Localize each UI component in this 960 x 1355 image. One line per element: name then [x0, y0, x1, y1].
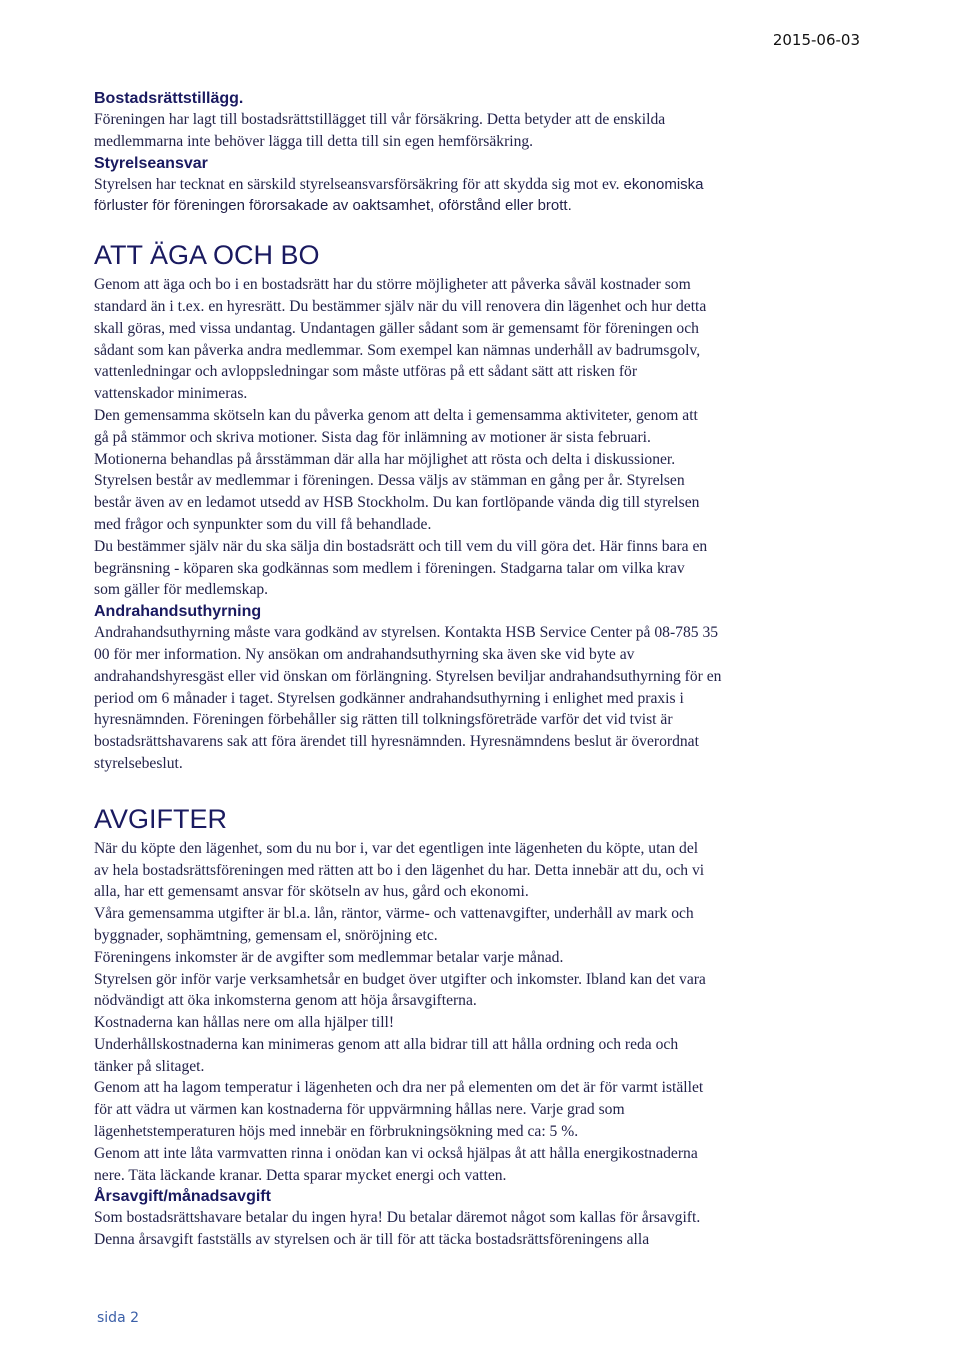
heading-avgifter: AVGIFTER	[94, 803, 228, 834]
paragraph-avgifter-8: Genom att inte låta varmvatten rinna i onödan kan vi också hjälpas åt att hålla energikostnaderna nere. Täta läckande kranar. Detta sparar mycket energi och vatten.	[94, 1144, 698, 1184]
paragraph-att-aga-1: Genom att äga och bo i en bostadsrätt har du större möjligheter att påverka såväl kostnader som standard än i t.ex. en hyresrätt. Du bestämmer själv när du vill renovera din lägenhet och hur detta skall göras, med vissa undantag. Undantagen gäller sådant som är gemensamt för föreningen och sådant som kan påverka andra medlemmar. Som exempel kan nämnas underhåll av badrumsgolv, vattenledningar och avloppsledningar som måste utföras på ett sådant sätt att risken för vattenskador minimeras.	[94, 276, 707, 403]
document-body	[94, 88, 870, 1251]
paragraph-arsavgift: Som bostadsrättshavare betalar du ingen hyra! Du betalar däremot något som kallas för årsavgift. Denna årsavgift fastställs av styrelsen och är till för att täcka bostadsrättsföreningens alla	[94, 1209, 701, 1249]
heading-arsavgift: Årsavgift/månadsavgift	[94, 1188, 271, 1206]
paragraph-avgifter-6: Underhållskostnaderna kan minimeras genom att alla bidrar till att hålla ordning och reda och tänker på slitaget.	[94, 1035, 679, 1075]
paragraph-avgifter-1: När du köpte den lägenhet, som du nu bor i, var det egentligen inte lägenheten du köpte, utan del av hela bostadsrättsföreningen med rätten att bo i den lägenhet du har. Detta innebär att du, och vi alla, har ett gemensamt ansvar för skötseln av hus, gård och ekonomi.	[94, 839, 705, 901]
paragraph-andrahandsuthyrning: Andrahandsuthyrning måste vara godkänd av styrelsen. Kontakta HSB Service Center på 08-785 35 00 för mer information. Ny ansökan om andrahandsuthyrning ska även ske vid byte av andrahandshyresgäst eller vid önskan om förlängning. Styrelsen beviljar andrahandsuthyrning för en period om 6 månader i taget. Styrelsen godkänner andrahandsuthyrning i enlighet med praxis i hyresnämnden. Föreningen förbehåller sig rätten till tolkningsföreträde varför det vid tvist är bostadsrättshavarens sak att föra ärendet till hyresnämnden. Hyresnämndens beslut är överordnat styrelsebeslut.	[94, 624, 722, 772]
page-date: 2015-06-03	[772, 31, 860, 49]
paragraph-att-aga-3: Du bestämmer själv när du ska sälja din bostadsrätt och till vem du vill göra det. Här finns bara en begränsning - köparen ska godkännas som medlem i föreningen. Stadgarna talar om vilka krav som gäller för medlemskap.	[94, 537, 708, 599]
paragraph-avgifter-2: Våra gemensamma utgifter är bl.a. lån, räntor, värme- och vattenavgifter, underhåll av mark och byggnader, sophämtning, gemensam el, snöröjning etc.	[94, 905, 694, 944]
paragraph-styrelseansvar	[94, 174, 870, 218]
styrelseansvar-text-serif: Styrelsen har tecknat en särskild styrelseansvarsförsäkring för att skydda sig mot ev.	[94, 175, 624, 193]
paragraph-bostadsrattstillagg: Föreningen har lagt till bostadsrättstillägget till vår försäkring. Detta betyder att de enskilda medlemmarna inte behöver lägga till detta till sin egen hemförsäkring.	[94, 111, 666, 150]
heading-bostadsrattstillagg: Bostadsrättstillägg.	[94, 90, 244, 107]
paragraph-avgifter-4: Styrelsen gör inför varje verksamhetsår en budget över utgifter och inkomster. Ibland kan det vara nödvändigt att öka inkomsterna genom att höja årsavgifterna.	[94, 970, 706, 1010]
styrelseansvar-text-sans: ekonomiska förluster för föreningen förorsakade av oaktsamhet, oförstånd eller brott.	[94, 175, 704, 215]
heading-andrahandsuthyrning: Andrahandsuthyrning	[94, 603, 262, 621]
heading-att-aga-och-bo: ATT ÄGA OCH BO	[94, 240, 320, 271]
paragraph-avgifter-5: Kostnaderna kan hållas nere om alla hjälper till!	[94, 1014, 395, 1032]
paragraph-avgifter-7: Genom att ha lagom temperatur i lägenheten och dra ner på elementen om det är för varmt istället för att vädra ut värmen kan kostnaderna för uppvärmning hållas nere. Varje grad som lägenhetstemperaturen höjs med innebär en förbrukningsökning med ca: 5 %.	[94, 1079, 704, 1141]
heading-styrelseansvar: Styrelseansvar	[94, 154, 208, 172]
paragraph-avgifter-3: Föreningens inkomster är de avgifter som medlemmar betalar varje månad.	[94, 948, 564, 966]
paragraph-att-aga-2: Den gemensamma skötseln kan du påverka genom att delta i gemensamma aktiviteter, genom att gå på stämmor och skriva motioner. Sista dag för inlämning av motioner är sista februari. Motionerna behandlas på årsstämman där alla har möjlighet att rösta och delta i diskussioner. Styrelsen består av medlemmar i föreningen. Dessa väljs av stämman en gång per år. Styrelsen består även av en ledamot utsedd av HSB Stockholm. Du kan fortlöpande vända dig till styrelsen med frågor och synpunkter som du vill få behandlade.	[94, 406, 700, 533]
page-number: sida 2	[97, 1310, 140, 1326]
